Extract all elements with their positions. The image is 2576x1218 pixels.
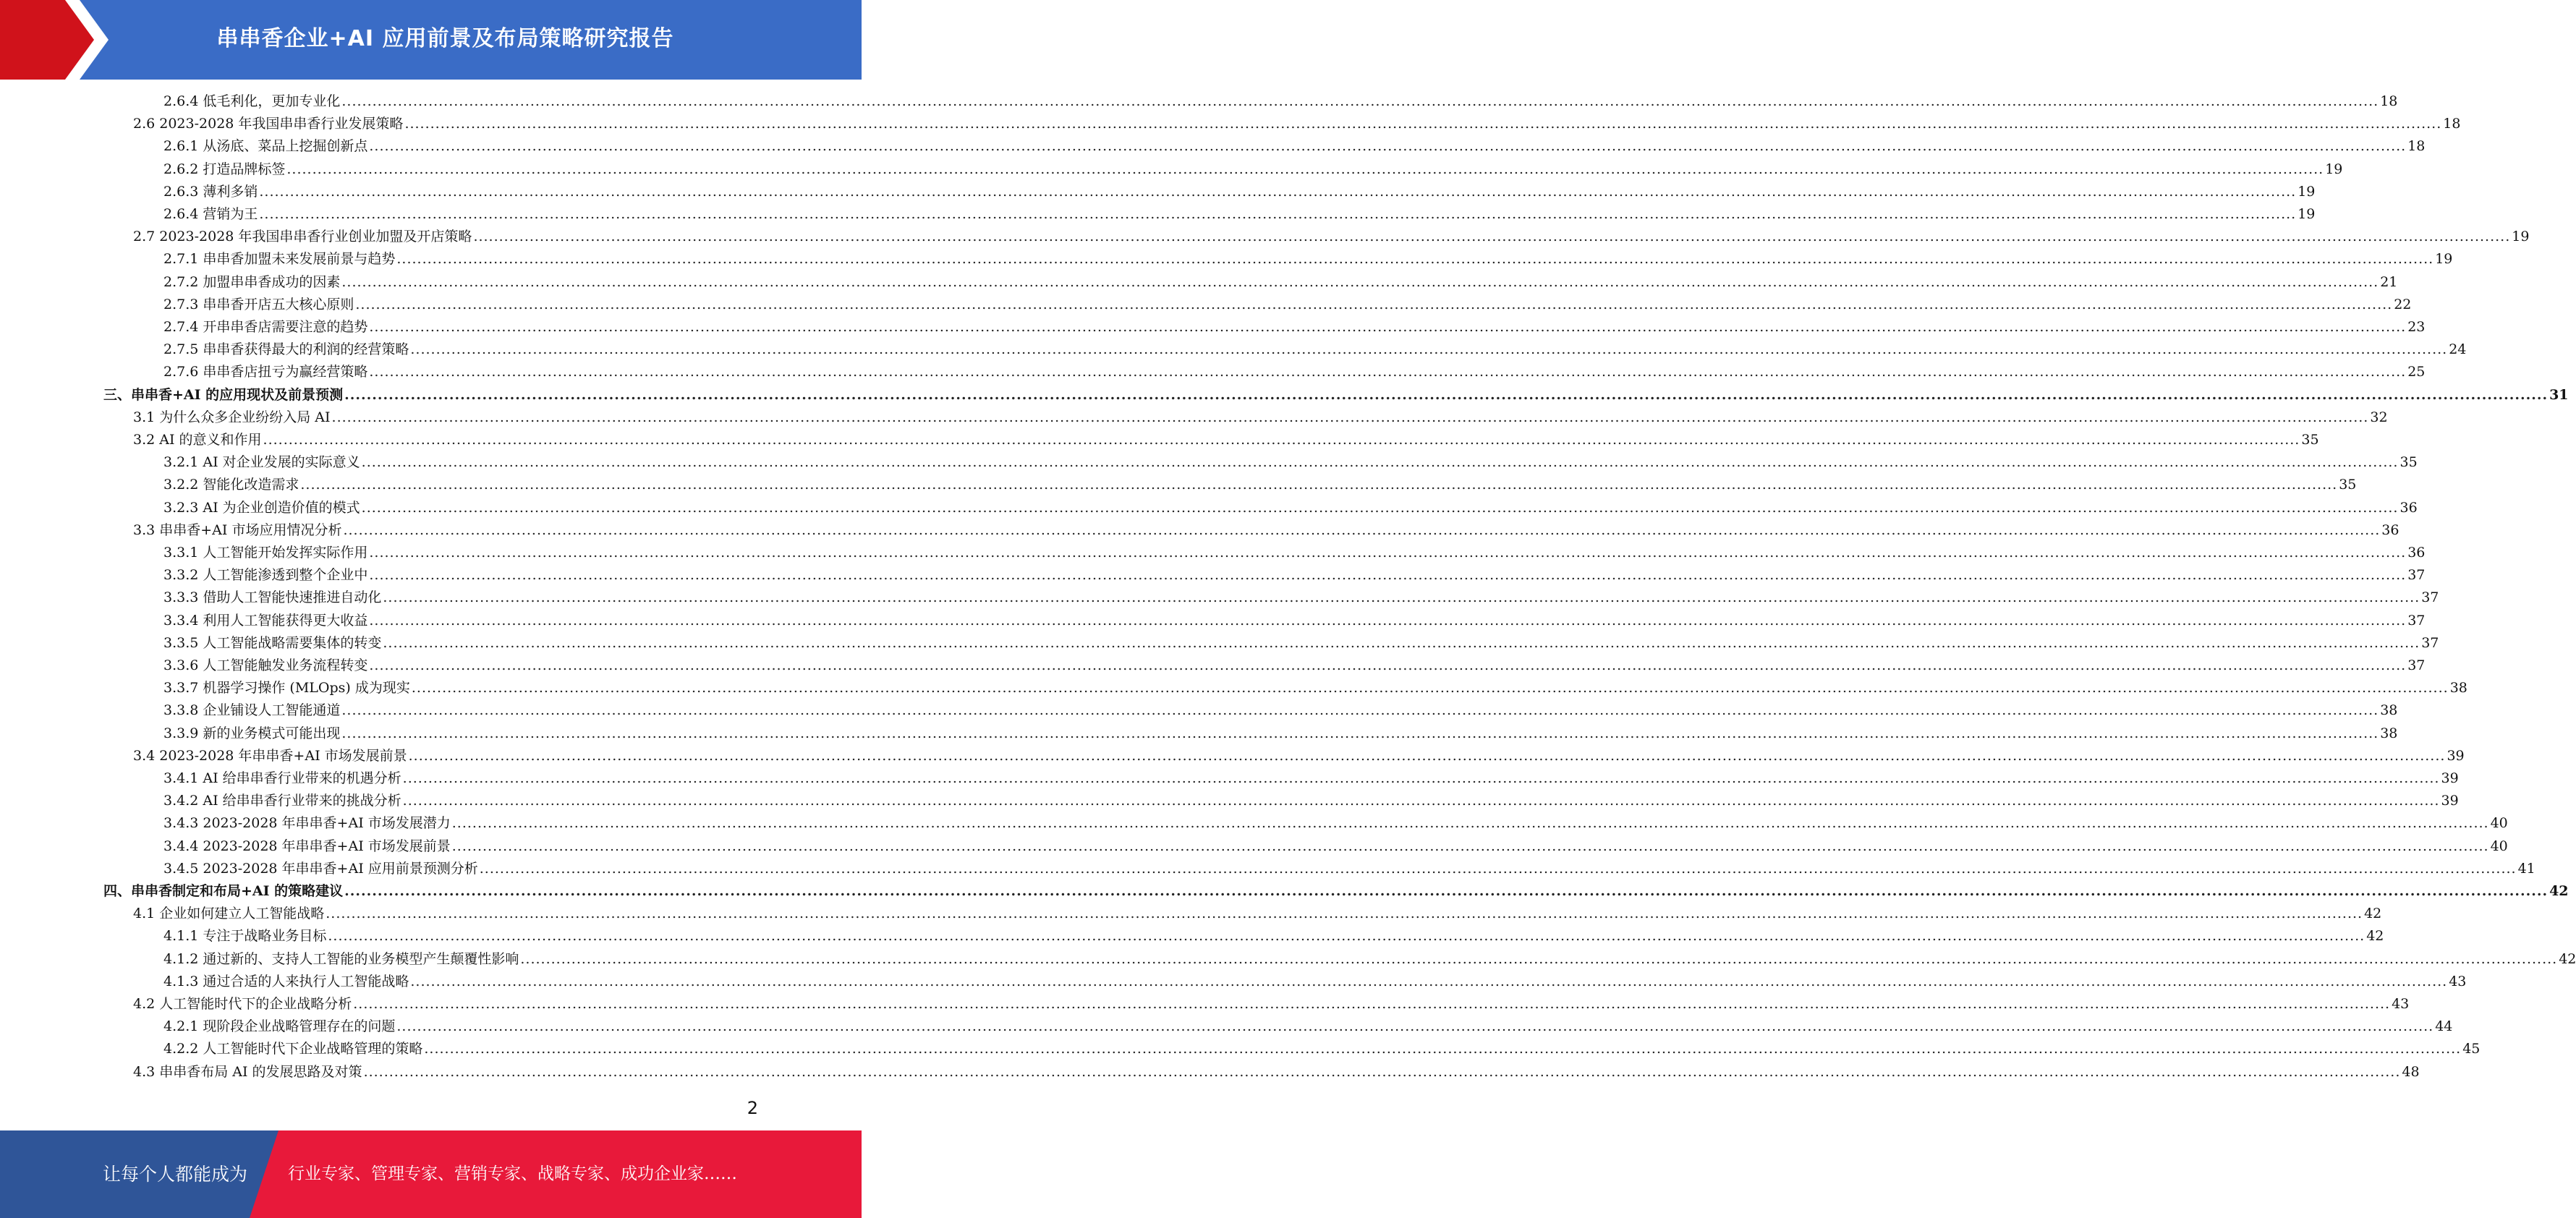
toc-entry-page: 39: [2441, 793, 2459, 809]
toc-leader-dots: ................................................................................................................................................................................................................................................................................................................................................................................................................: [300, 477, 2338, 493]
toc-leader-dots: ................................................................................................................................................................................................................................................................................................................................................................................................................: [402, 793, 2440, 809]
toc-entry[interactable]: [133, 519, 2399, 542]
toc-leader-dots: ................................................................................................................................................................................................................................................................................................................................................................................................................: [361, 454, 2399, 471]
toc-entry-page: 36: [2407, 545, 2426, 561]
toc-entry[interactable]: [163, 90, 2398, 113]
toc-entry-title: 2.6 2023-2028 年我国串串香行业发展策略: [133, 116, 404, 132]
toc-entry-page: 19: [2297, 206, 2316, 222]
toc-leader-dots: ................................................................................................................................................................................................................................................................................................................................................................................................................: [424, 1041, 2462, 1057]
toc-entry-page: 42: [2549, 883, 2569, 899]
toc-entry-page: 48: [2402, 1063, 2420, 1080]
toc-entry-title: 2.7.5 串串香获得最大的利润的经营策略: [163, 341, 409, 358]
toc-leader-dots: ................................................................................................................................................................................................................................................................................................................................................................................................................: [369, 567, 2407, 584]
toc-entry-title: 2.7.1 串串香加盟未来发展前景与趋势: [163, 251, 396, 268]
toc-entry-page: 23: [2407, 319, 2426, 335]
toc-entry-page: 42: [2559, 950, 2576, 967]
page-number: 2: [747, 1098, 758, 1118]
toc-entry-title: 2.6.4 低毛利化，更加专业化: [163, 93, 341, 109]
toc-entry[interactable]: [163, 790, 2459, 812]
toc-entry-page: 19: [2297, 183, 2316, 200]
toc-entry-page: 37: [2407, 567, 2426, 584]
toc-leader-dots: ................................................................................................................................................................................................................................................................................................................................................................................................................: [263, 432, 2300, 448]
toc-entry[interactable]: [133, 226, 2530, 248]
toc-leader-dots: ................................................................................................................................................................................................................................................................................................................................................................................................................: [286, 161, 2324, 177]
toc-leader-dots: ................................................................................................................................................................................................................................................................................................................................................................................................................: [451, 815, 2489, 832]
toc-leader-dots: ................................................................................................................................................................................................................................................................................................................................................................................................................: [520, 950, 2558, 967]
toc-entry[interactable]: [133, 406, 2388, 429]
toc-entry-page: 18: [2407, 138, 2426, 155]
toc-leader-dots: ................................................................................................................................................................................................................................................................................................................................................................................................................: [326, 906, 2363, 922]
toc-leader-dots: ................................................................................................................................................................................................................................................................................................................................................................................................................: [341, 93, 2379, 109]
report-title: 串串香企业+AI 应用前景及布局策略研究报告: [216, 26, 674, 51]
toc-entry-title: 3.4.3 2023-2028 年串串香+AI 市场发展潜力: [163, 815, 451, 832]
toc-entry-page: 38: [2449, 680, 2467, 697]
toc-leader-dots: ................................................................................................................................................................................................................................................................................................................................................................................................................: [369, 612, 2407, 629]
toc-leader-dots: ................................................................................................................................................................................................................................................................................................................................................................................................................: [344, 386, 2549, 403]
toc-entry[interactable]: [163, 632, 2439, 655]
toc-entry[interactable]: [163, 181, 2316, 203]
footer-slogan-left: 让每个人都能成为: [103, 1164, 248, 1185]
toc-leader-dots: ................................................................................................................................................................................................................................................................................................................................................................................................................: [369, 545, 2407, 561]
toc-entry-title: 3.3.5 人工智能战略需要集体的转变: [163, 634, 382, 651]
toc-entry-title: 4.1 企业如何建立人工智能战略: [133, 906, 325, 922]
toc-entry-page: 19: [2435, 251, 2453, 268]
toc-leader-dots: ................................................................................................................................................................................................................................................................................................................................................................................................................: [402, 770, 2440, 786]
toc-entry[interactable]: [163, 474, 2357, 496]
toc-entry-page: 43: [2392, 996, 2410, 1012]
toc-entry-page: 32: [2370, 409, 2388, 425]
toc-leader-dots: ................................................................................................................................................................................................................................................................................................................................................................................................................: [383, 634, 2420, 651]
toc-entry[interactable]: [163, 158, 2343, 181]
toc-entry[interactable]: [133, 113, 2461, 135]
toc-entry-title: 3.3 串串香+AI 市场应用情况分析: [133, 521, 342, 538]
toc-entry-title: 3.3.9 新的业务模式可能出现: [163, 725, 341, 741]
toc-entry-title: 3.3.6 人工智能触发业务流程转变: [163, 657, 368, 673]
toc-entry-page: 37: [2407, 657, 2426, 673]
toc-entry-title: 2.7.3 串串香开店五大核心原则: [163, 296, 354, 312]
toc-entry-title: 三、串串香+AI 的应用现状及前景预测: [103, 386, 344, 403]
toc-entry-page: 36: [2381, 521, 2399, 538]
toc-leader-dots: ................................................................................................................................................................................................................................................................................................................................................................................................................: [343, 521, 2381, 538]
toc-leader-dots: ................................................................................................................................................................................................................................................................................................................................................................................................................: [408, 747, 2446, 764]
toc-entry[interactable]: [133, 903, 2382, 925]
toc-leader-dots: ................................................................................................................................................................................................................................................................................................................................................................................................................: [331, 409, 2369, 425]
toc-entry[interactable]: [133, 745, 2465, 767]
toc-entry[interactable]: [163, 248, 2453, 271]
toc-entry[interactable]: [163, 451, 2418, 474]
toc-entry-page: 37: [2421, 634, 2439, 651]
toc-entry-page: 37: [2421, 589, 2439, 606]
toc-entry-page: 21: [2380, 273, 2398, 290]
toc-entry-title: 3.2 AI 的意义和作用: [133, 432, 262, 448]
footer-slogan-right: 行业专家、管理专家、营销专家、战略专家、成功企业家……: [288, 1164, 737, 1183]
toc-entry-page: 39: [2447, 747, 2465, 764]
toc-leader-dots: ................................................................................................................................................................................................................................................................................................................................................................................................................: [341, 725, 2379, 741]
toc-entry[interactable]: [163, 655, 2426, 677]
toc-entry-page: 35: [2301, 432, 2319, 448]
toc-entry[interactable]: [163, 1015, 2453, 1038]
toc-entry[interactable]: [103, 384, 2569, 406]
toc-entry-title: 2.7.2 加盟串串香成功的因素: [163, 273, 341, 290]
toc-leader-dots: ................................................................................................................................................................................................................................................................................................................................................................................................................: [361, 499, 2399, 516]
toc-entry-title: 3.4 2023-2028 年串串香+AI 市场发展前景: [133, 747, 407, 764]
toc-entry[interactable]: [163, 294, 2412, 316]
toc-entry[interactable]: [163, 767, 2459, 790]
toc-leader-dots: ................................................................................................................................................................................................................................................................................................................................................................................................................: [451, 838, 2489, 854]
report-header: [0, 0, 862, 80]
toc-entry-title: 2.6.4 营销为王: [163, 206, 258, 222]
toc-entry-page: 35: [2399, 454, 2418, 471]
toc-entry-page: 22: [2394, 296, 2412, 312]
toc-leader-dots: ................................................................................................................................................................................................................................................................................................................................................................................................................: [410, 341, 2448, 358]
toc-entry-title: 2.6.1 从汤底、菜品上挖掘创新点: [163, 138, 368, 155]
toc-entry-page: 41: [2517, 860, 2535, 877]
toc-entry-page: 18: [2380, 93, 2398, 109]
toc-entry-page: 38: [2380, 702, 2398, 719]
toc-entry-title: 4.1.3 通过合适的人来执行人工智能战略: [163, 973, 409, 989]
toc-leader-dots: ................................................................................................................................................................................................................................................................................................................................................................................................................: [369, 364, 2407, 380]
toc-leader-dots: ................................................................................................................................................................................................................................................................................................................................................................................................................: [341, 702, 2379, 719]
toc-leader-dots: ................................................................................................................................................................................................................................................................................................................................................................................................................: [411, 680, 2449, 697]
toc-entry[interactable]: [163, 812, 2508, 835]
toc-leader-dots: ................................................................................................................................................................................................................................................................................................................................................................................................................: [355, 296, 2393, 312]
toc-entry-page: 38: [2380, 725, 2398, 741]
toc-entry-title: 2.7 2023-2028 年我国串串香行业创业加盟及开店策略: [133, 229, 472, 245]
toc-entry-page: 42: [2364, 906, 2382, 922]
toc-entry-title: 4.1.2 通过新的、支持人工智能的业务模型产生颠覆性影响: [163, 950, 519, 967]
toc-entry-title: 3.3.7 机器学习操作 (MLOps) 成为现实: [163, 680, 410, 697]
toc-entry-page: 35: [2339, 477, 2357, 493]
toc-entry[interactable]: [163, 610, 2426, 632]
toc-entry-title: 3.4.5 2023-2028 年串串香+AI 应用前景预测分析: [163, 860, 478, 877]
toc-entry-title: 2.6.2 打造品牌标签: [163, 161, 286, 177]
toc-entry-title: 4.1.1 专注于战略业务目标: [163, 928, 327, 945]
toc-leader-dots: ................................................................................................................................................................................................................................................................................................................................................................................................................: [404, 116, 2442, 132]
toc-entry[interactable]: [163, 587, 2439, 609]
toc-entry[interactable]: [163, 497, 2418, 519]
report-footer: [0, 1130, 862, 1218]
toc-entry-title: 3.1 为什么众多企业纷纷入局 AI: [133, 409, 331, 425]
toc-entry-page: 19: [2325, 161, 2343, 177]
toc-entry-title: 4.3 串串香布局 AI 的发展思路及对策: [133, 1063, 362, 1080]
toc-entry-title: 2.7.6 串串香店扭亏为赢经营策略: [163, 364, 368, 380]
toc-entry[interactable]: [163, 835, 2508, 858]
toc-entry-title: 3.3.3 借助人工智能快速推进自动化: [163, 589, 382, 606]
toc-entry[interactable]: [103, 880, 2569, 903]
toc-leader-dots: ................................................................................................................................................................................................................................................................................................................................................................................................................: [259, 206, 2297, 222]
toc-entry-page: 42: [2366, 928, 2384, 945]
toc-entry-page: 36: [2399, 499, 2418, 516]
toc-entry-title: 3.2.2 智能化改造需求: [163, 477, 299, 493]
toc-entry-page: 44: [2435, 1018, 2453, 1035]
toc-entry[interactable]: [163, 699, 2398, 722]
toc-leader-dots: ................................................................................................................................................................................................................................................................................................................................................................................................................: [328, 928, 2365, 945]
toc-entry-page: 18: [2443, 116, 2461, 132]
toc-entry[interactable]: [163, 925, 2384, 947]
toc-leader-dots: ................................................................................................................................................................................................................................................................................................................................................................................................................: [369, 138, 2407, 155]
toc-entry-title: 3.2.1 AI 对企业发展的实际意义: [163, 454, 360, 471]
toc-entry[interactable]: [133, 993, 2410, 1015]
toc-entry-title: 4.2.2 人工智能时代下企业战略管理的策略: [163, 1041, 423, 1057]
toc-leader-dots: ................................................................................................................................................................................................................................................................................................................................................................................................................: [341, 273, 2379, 290]
toc-entry-title: 3.2.3 AI 为企业创造价值的模式: [163, 499, 360, 516]
toc-entry-page: 25: [2407, 364, 2426, 380]
toc-entry-title: 3.4.1 AI 给串串香行业带来的机遇分析: [163, 770, 401, 786]
toc-entry-title: 2.7.4 开串串香店需要注意的趋势: [163, 319, 368, 335]
toc-entry[interactable]: [163, 338, 2467, 361]
toc-entry-page: 40: [2490, 815, 2508, 832]
toc-entry-title: 4.2 人工智能时代下的企业战略分析: [133, 996, 352, 1012]
toc-leader-dots: ................................................................................................................................................................................................................................................................................................................................................................................................................: [369, 657, 2407, 673]
toc-entry[interactable]: [163, 723, 2398, 745]
toc-entry[interactable]: [163, 564, 2426, 587]
toc-entry-title: 3.4.2 AI 给串串香行业带来的挑战分析: [163, 793, 401, 809]
toc-entry[interactable]: [163, 971, 2467, 993]
toc-entry[interactable]: [133, 429, 2319, 451]
toc-leader-dots: ................................................................................................................................................................................................................................................................................................................................................................................................................: [259, 183, 2297, 200]
toc-leader-dots: ................................................................................................................................................................................................................................................................................................................................................................................................................: [473, 229, 2511, 245]
toc-entry-page: 37: [2407, 612, 2426, 629]
toc-entry-page: 24: [2449, 341, 2467, 358]
toc-entry[interactable]: [163, 203, 2316, 226]
toc-entry-title: 3.3.1 人工智能开始发挥实际作用: [163, 545, 368, 561]
toc-entry-page: 45: [2462, 1041, 2481, 1057]
toc-leader-dots: ................................................................................................................................................................................................................................................................................................................................................................................................................: [410, 973, 2448, 989]
toc-entry-page: 43: [2449, 973, 2467, 989]
toc-entry[interactable]: [163, 361, 2426, 383]
toc-leader-dots: ................................................................................................................................................................................................................................................................................................................................................................................................................: [396, 251, 2434, 268]
toc-entry-title: 四、串串香制定和布局+AI 的策略建议: [103, 883, 344, 899]
toc-leader-dots: ................................................................................................................................................................................................................................................................................................................................................................................................................: [396, 1018, 2434, 1035]
toc-entry-page: 31: [2549, 386, 2569, 403]
toc-entry[interactable]: [163, 135, 2426, 158]
toc-entry-title: 3.3.2 人工智能渗透到整个企业中: [163, 567, 368, 584]
toc-entry-title: 3.3.8 企业铺设人工智能通道: [163, 702, 341, 719]
toc-leader-dots: ................................................................................................................................................................................................................................................................................................................................................................................................................: [363, 1063, 2401, 1080]
toc-leader-dots: ................................................................................................................................................................................................................................................................................................................................................................................................................: [479, 860, 2517, 877]
toc-entry[interactable]: [163, 542, 2426, 564]
toc-entry[interactable]: [133, 1061, 2420, 1083]
toc-entry[interactable]: [163, 316, 2426, 338]
toc-entry-page: 40: [2490, 838, 2508, 854]
toc-leader-dots: ................................................................................................................................................................................................................................................................................................................................................................................................................: [353, 996, 2391, 1012]
toc-leader-dots: ................................................................................................................................................................................................................................................................................................................................................................................................................: [369, 319, 2407, 335]
toc-leader-dots: ................................................................................................................................................................................................................................................................................................................................................................................................................: [344, 883, 2549, 899]
toc-entry[interactable]: [163, 271, 2398, 294]
toc-entry[interactable]: [163, 677, 2467, 699]
toc-entry-title: 3.3.4 利用人工智能获得更大收益: [163, 612, 368, 629]
toc-entry-title: 2.6.3 薄利多销: [163, 183, 258, 200]
toc-entry[interactable]: [163, 1038, 2481, 1060]
toc-entry-title: 4.2.1 现阶段企业战略管理存在的问题: [163, 1018, 396, 1035]
toc-leader-dots: ................................................................................................................................................................................................................................................................................................................................................................................................................: [383, 589, 2420, 606]
toc-entry[interactable]: [163, 858, 2535, 880]
toc-entry[interactable]: [163, 948, 2576, 971]
toc-entry-page: 39: [2441, 770, 2459, 786]
toc-entry-page: 19: [2512, 229, 2530, 245]
toc-entry-title: 3.4.4 2023-2028 年串串香+AI 市场发展前景: [163, 838, 451, 854]
